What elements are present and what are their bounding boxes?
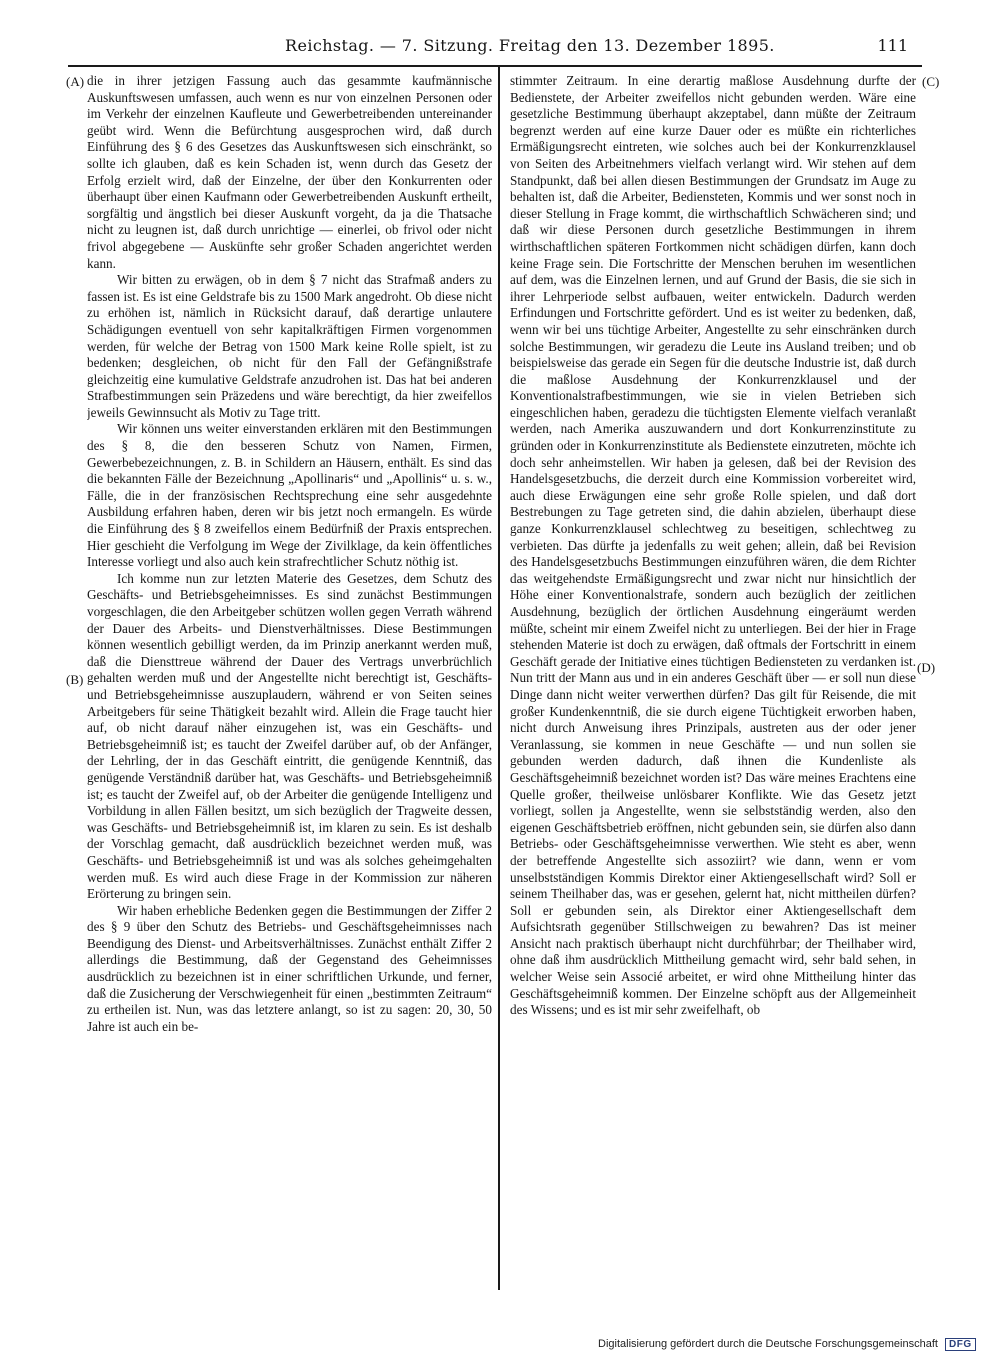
header-rule bbox=[68, 65, 922, 67]
footer-credit-text: Digitalisierung gefördert durch die Deutsche Forschungsgemeinschaft bbox=[598, 1338, 938, 1350]
paragraph: Wir bitten zu erwägen, ob in dem § 7 nicht das Strafmaß anders zu fassen ist. Es ist eine Geldstrafe bis zu 1500 Mark angedroht. Ob diese nicht zu erhöhen ist, nämlich in Rücksicht darauf, daß derartige unlautere Schädigungen eventuell von sehr kapitalkräftigen Firmen vorgenommen werden, für welche der Betrag von 1500 Mark keine Rolle spielt, ist zu bedenken; desgleichen, ob nicht für den Fall der Gefängnißstrafe gleichzeitig eine kumulative Geldstrafe anzudrohen ist. Das hat bei anderen Strafbestimmungen sein Präzedens und wäre berechtigt, da hier zweifellos jeweils Gewinnsucht als Motiv zu Tage tritt. bbox=[87, 272, 492, 420]
paragraph: die in ihrer jetzigen Fassung auch das gesammte kaufmännische Auskunftswesen umfassen, auch wenn es nur von einzelnen Personen oder im Verkehr der einzelnen Kaufleute und Gewerbetreibenden untereinander geübt wird. Wenn die Befürchtung ausgesprochen wird, daß durch Einführung des § 6 des Gesetzes das Auskunftswesen sich einschränkt, so sollte ich glauben, daß es kein Schaden ist, wenn durch das Gesetz der Erfolg erzielt wird, daß der Einzelne, der über den Konkurrenten oder überhaupt über einen Kaufmann oder Gewerbetreibenden Auskunft ertheilt, sorgfältig und ängstlich bei dieser Auskunft vorgeht, da ja die Thatsache nicht zu leugnen ist, daß durch unrichtige — einerlei, ob frivol oder nicht frivol abgegebene — Auskünfte sehr großer Schaden angerichtet werden kann. bbox=[87, 73, 492, 271]
digitization-credit bbox=[598, 1338, 998, 1352]
margin-mark-b: (B) bbox=[66, 672, 84, 687]
margin-mark-a: (A) bbox=[66, 74, 85, 89]
running-header bbox=[70, 34, 920, 58]
column-divider bbox=[498, 66, 500, 1290]
margin-mark-c: (C) bbox=[922, 74, 940, 89]
paragraph: Ich komme nun zur letzten Materie des Gesetzes, dem Schutz des Geschäfts- und Betriebsgeheimnisses. Es sind zunächst Bestimmungen vorgeschlagen, die den Arbeitgeber schützen wollen gegen Verrath während der Dauer des Arbeits- und Dienstverhältnisses. Diese Bestimmungen können wesentlich gebilligt werden, da im Prinzip anerkannt werden muß, daß die Diensttreue während der Dauer des Vertrags unverbrüchlich gehalten werden muß und der Angestellte nicht berechtigt ist, Geschäfts- und Betriebsgeheimnisse auszuplaudern, während er von Seiten seines Arbeitgebers für seine Thätigkeit bezahlt wird. Allein die Frage taucht hier auf, ob nicht darauf näher einzugehen ist, was ein Geschäfts- und Betriebsgeheimniß ist; es taucht der Zweifel darüber auf, ob der Anfänger, der Lehrling, der in das Geschäft eintritt, die genügende Kenntniß, das genügende Verständniß darüber hat, was Geschäfts- und Betriebsgeheimniß ist; es taucht der Zweifel auf, ob der Arbeiter die genügende Intelligenz und Vorbildung in allen Fällen besitzt, um sich bezüglich der Tragweite dessen, was Geschäfts- und Betriebsgeheimniß ist, im klaren zu sein. Es ist deshalb der Vorschlag gemacht, daß ausdrücklich bezeichnet werden muß, was Geschäfts- und Betriebsgeheimniß ist und was als solches geheimgehalten werden muß. Es wird auch diese Frage in der Kommission zur näheren Erörterung zu bringen sein. bbox=[87, 570, 492, 902]
margin-mark-d: (D) bbox=[917, 660, 936, 675]
page-header-title: Reichstag. — 7. Sitzung. Freitag den 13. Dezember 1895. bbox=[285, 36, 775, 55]
left-column bbox=[87, 73, 492, 1283]
right-column bbox=[510, 73, 916, 1283]
paragraph: Wir haben erhebliche Bedenken gegen die Bestimmungen der Ziffer 2 des § 9 über den Schutz des Betriebs- und Geschäftsgeheimnisses nach Beendigung des Dienst- und Arbeitsverhältnisses. Zunächst enthält Ziffer 2 allerdings die Bestimmung, daß der Gegenstand des Geheimnisses ausdrücklich zu bezeichnen ist in einer schriftlichen Urkunde, und ferner, daß die Zusicherung der Verschwiegenheit für einen „bestimmten Zeitraum“ zu ertheilen ist. Nun, was das letztere anlangt, so ist zu sagen: 20, 30, 50 Jahre ist auch ein be- bbox=[87, 902, 492, 1034]
dfg-logo: DFG bbox=[945, 1338, 976, 1351]
paragraph: stimmter Zeitraum. In eine derartig maßlose Ausdehnung durfte der Bedienstete, der Arbeiter zweifellos nicht gebunden werden. Wäre eine gesetzliche Bestimmung überhaupt akzeptabel, dann müßte der Zeitraum begrenzt werden auf eine kurze Dauer oder es müßte ein richterliches Ermäßigungsrecht eintreten, wie solches auch bei der Konkurrenzklausel von Seiten des Arbeitnehmers vielfach verlangt wird. Wir stehen auf dem Standpunkt, daß bei allen diesen Bestimmungen der Grundsatz im Auge zu behalten ist, daß die Arbeiter, Bediensteten, Kommis und wer sonst noch in dieser Stellung in Frage kommt, die wirthschaftlich Schwächeren sind; und daß wir diese Personen durch gesetzliche Bestimmungen in ihrem wirthschaftlichen späteren Fortkommen nicht schädigen dürfen, kann doch keine Frage sein. Die Fortschritte der Menschen beruhen im wesentlichen auf dem, was die Einzelnen lernen, und auf Grund der Basis, die sie sich in ihrer Lehrperiode selbst aufbauen, weiter entwickeln. Dadurch werden Erfindungen und Fortschritte gefördert. Und es ist weiter zu bedenken, daß, wenn wir bei uns tüchtige Arbeiter, Angestellte zu sehr einschränken durch solche Bestimmungen, wir geradezu die Leute ins Ausland treiben; und ob beispielsweise das gerade ein Segen für die deutsche Industrie ist, daß durch die maßlose Ausdehnung der Konkurrenzklausel und der Konventionalstrafbestimmungen, wie sie in vielen Betrieben sich eingeschlichen haben, geradezu die tüchtigsten Elemente vielfach veranlaßt werden, nach Amerika auszuwandern und dort Konkurrenzinstitute zu gründen oder in Konkurrenzinstitute als Bedienstete einzutreten, möchte ich doch sehr anheimstellen. Wir haben ja gelesen, daß bei der Revision des Handelsgesetzbuchs, die derzeit durch eine Kommission vorbereitet wird, auch diese Erwägungen eine sehr große Rolle spielen, und daß dort Bestrebungen zu Tage getreten sind, die dahin abzielen, überhaupt diese ganze Konkurrenzklausel schlechtweg zu beseitigen, schlechtweg zu verbieten. Das dürfte ja jedenfalls zu weit gehen; allein, daß bei Revision des Handelsgesetzbuchs Bestimmungen einzuführen wären, die dem Richter das weitgehendste Ermäßigungsrecht und zwar nicht nur hinsichtlich der Höhe einer Konventionalstrafe, sondern auch bezüglich der zeitlichen Ausdehnung, bezüglich der örtlichen Ausdehnung eingeräumt werden müßte, scheint mir einem Zweifel nicht zu unterliegen. Bei der hier in Frage stehenden Materie ist doch zu erwägen, daß oftmals der Fortschritt in einem Geschäft gerade der Initiative eines tüchtigen Bediensteten zu verdanken ist. Nun tritt der Mann aus und in ein anderes Geschäft über — er soll nun diese Dinge dann nicht weiter verwerthen dürfen? Das gilt für Reisende, die mit großer Kundenkenntniß, die sie durch eigene Tüchtigkeit erworben haben, nicht durch Anweisung ihres Prinzipals, austreten aus der oder jener Veranlassung, sie kommen in neue Geschäfte — und nun sollen sie gebunden werden dadurch, daß ihnen die Kundenliste als Geschäftsgeheimniß bezeichnet worden ist? Das wäre meines Erachtens eine Quelle großer, theilweise unlösbarer Konflikte. Wie das Gesetz jetzt vorliegt, sollen ja Angestellte, wenn sie selbstständig werden, also den eigenen Geschäftsbetrieb eröffnen, nicht gebunden sein, sie dürfen also dann Betriebs- oder Geschäftsgeheimnisse verwerthen. Wie steht es aber, wenn der betreffende Angestellte sich assoziirt? wie dann, wenn er vom unselbstständigen Kommis Direktor einer Aktiengesellschaft wird? Soll er seinem Theilhaber das, was er gesehen, gelernt hat, nicht mittheilen dürfen? Soll er gebunden sein, als Direktor einer Aktiengesellschaft dem Aufsichtsrath gegenüber Stillschweigen zu bewahren? Das ist meiner Ansicht nach praktisch überhaupt nicht durchführbar; der Theilhaber wird, ohne daß ihm ausdrücklich Mittheilung gemacht wird, sehr bald sehen, in welcher Weise sein Associé arbeitet, er wird ohne Mittheilung hinter das Geschäftsgeheimniß kommen. Der Einzelne schöpft aus der Allgemeinheit des Wissens; und es ist mir sehr zweifelhaft, ob bbox=[510, 73, 916, 1018]
page-number: 111 bbox=[877, 36, 908, 55]
paragraph: Wir können uns weiter einverstanden erklären mit den Bestimmungen des § 8, die den besseren Schutz von Namen, Firmen, Gewerbebezeichnungen, z. B. in Schildern an Häusern, enthält. Es sind das die bekannten Fälle der Bezeichnung „Apollinaris“ und „Apollinis“ u. s. w., Fälle, die in der französischen Rechtsprechung eine sehr ausgedehnte Ausbildung erfahren haben, deren wir bis jetzt noch ermangeln. Es würde die Einführung des § 8 zweifellos einem Bedürfniß der Praxis entsprechen. Hier geschieht die Verfolgung im Wege der Zivilklage, da kein öffentliches Interesse vorliegt und also auch kein strafrechtlicher Schutz nöthig ist. bbox=[87, 421, 492, 570]
